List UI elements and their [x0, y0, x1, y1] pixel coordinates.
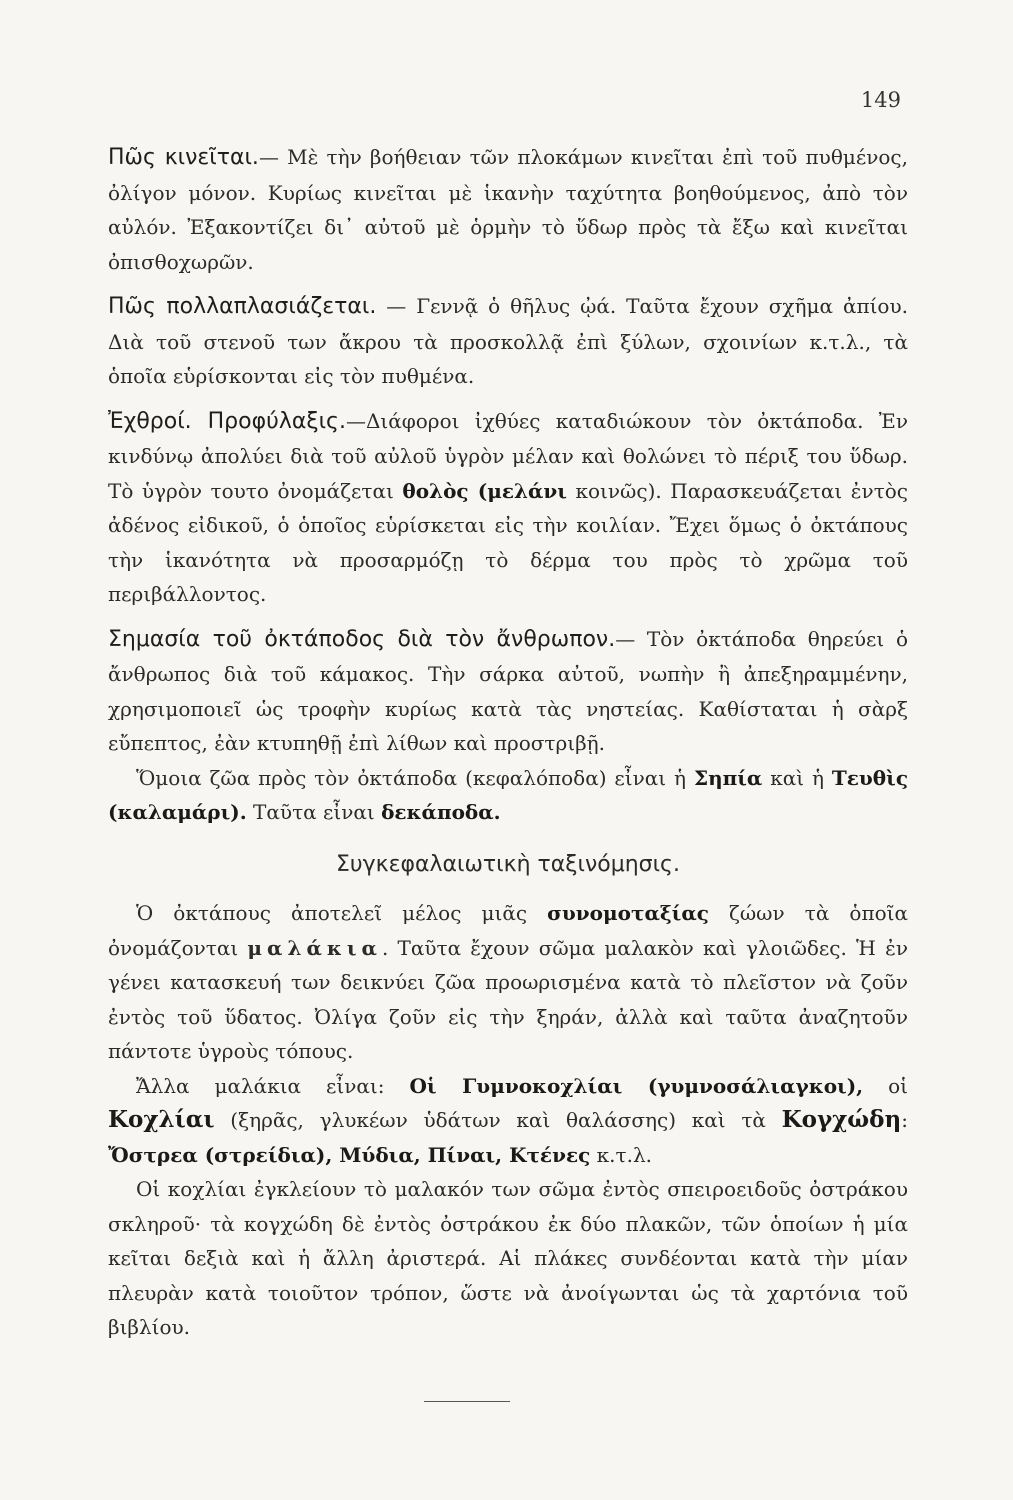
paragraph-text: Ὁ ὀκτάπους ἀποτελεῖ μέλος μιᾶς [136, 901, 548, 925]
section-heading-movement: Πῶς κινεῖται. [108, 145, 259, 170]
bold-term-ink: θολὸς (μελάνι [402, 478, 567, 503]
page-body [108, 140, 908, 1345]
section-heading-importance: Σημασία τοῦ ὀκτάποδος διὰ τὸν ἄνθρωπον. [108, 626, 616, 652]
page-number: 149 [860, 88, 901, 112]
paragraph-text: : [901, 1108, 908, 1132]
bold-term-squid: Τευθὶς (καλαμάρι). [108, 765, 909, 824]
bold-term-phylum: συνομοταξίας [547, 901, 709, 925]
summary-heading: Συγκεφαλαιωτικὴ ταξινόμησις. [336, 851, 680, 877]
section-importance [108, 622, 908, 761]
paragraph-classification [108, 896, 908, 1069]
bold-term-bivalves: Κογχώδη [781, 1106, 902, 1133]
paragraph-text: ζώων τὰ ὁποῖα ὀνομάζονται [108, 901, 908, 960]
section-reproduction [108, 289, 908, 394]
paragraph-text: καὶ ἡ [762, 765, 832, 790]
bold-term-snails: Κοχλίαι [108, 1106, 215, 1133]
paragraph-text: κ.τ.λ. [590, 1142, 652, 1167]
paragraph-similar-animals [108, 761, 908, 830]
section-movement [108, 140, 908, 279]
paragraph-text: —Διάφοροι ἰχθύες καταδιώκουν τὸν ὀκτάποδα. Ἐν κινδύνῳ ἀπολύει διὰ τοῦ αὐλοῦ ὑγρὸν μέλαν καὶ θολώνει τὸ πέριξ του ὕδωρ. Τὸ ὑγρὸν τουτο ὀνομάζεται [108, 408, 909, 503]
bold-term-shellfish: Ὄστρεα (στρείδια), Μύδια, Πίναι, Κτένες [108, 1142, 591, 1167]
spaced-term-molluscs: μαλάκια [247, 935, 382, 960]
end-rule [424, 1401, 510, 1402]
paragraph-text: — Γεννᾷ ὁ θῆλυς ᾠά. Ταῦτα ἔχουν σχῆμα ἀπίου. Διὰ τοῦ στενοῦ των ἄκρου τὰ προσκολλᾷ ἐπὶ ξύλων, σχοινίων κ.τ.λ., τὰ ὁποῖα εὑρίσκονται εἰς τὸν πυθμένα. [108, 294, 908, 388]
paragraph-text: (ξηρᾶς, γλυκέων ὑδάτων καὶ θαλάσσης) καὶ τὰ [214, 1108, 782, 1132]
paragraph-text: Ἄλλα μαλάκια εἶναι: [136, 1073, 410, 1098]
paragraph-text: οἱ [863, 1073, 908, 1098]
paragraph-other-molluscs [108, 1069, 908, 1173]
paragraph-text: κοινῶς). Παρασκευάζεται ἐντὸς ἀδένος εἰδικοῦ, ὁ ὁποῖος εὑρίσκεται εἰς τὴν κοιλίαν. Ἔχει ὅμως ὁ ὀκτάπους τὴν ἱκανότητα νὰ προσαρμόζῃ τὸ δέρμα του πρὸς τὸ χρῶμα τοῦ περιβάλλοντος. [108, 478, 909, 606]
paragraph-shells: Οἱ κοχλίαι ἐγκλείουν τὸ μαλακόν των σῶμα ἐντὸς σπειροειδοῦς ὀστράκου σκληροῦ· τὰ κογχώδη δὲ ἐντὸς ὀστράκου ἐκ δύο πλακῶν, τῶν ὁποίων ἡ μία κεῖται δεξιὰ καὶ ἡ ἄλλη ἀριστερά. Αἱ πλάκες συνδέονται κατὰ τὴν μίαν πλευρὰν κατὰ τοιοῦτον τρόπον, ὥστε νὰ ἀνοίγωνται ὡς τὰ χαρτόνια τοῦ βιβλίου. [108, 1177, 908, 1339]
section-enemies [108, 404, 908, 612]
bold-term-decapods: δεκάποδα. [381, 800, 501, 824]
bold-term-sepia: Σηπία [693, 765, 763, 790]
bold-term-slugs: Οἱ Γυμνοκοχλίαι (γυμνοσάλιαγκοι), [409, 1073, 864, 1098]
paragraph-text: . Ταῦτα ἔχουν σῶμα μαλακὸν καὶ γλοιῶδες. Ἡ ἐν γένει κατασκευή των δεικνύει ζῶα προωρισμένα κατὰ τὸ πλεῖστον νὰ ζοῦν ἐντὸς τοῦ ὕδατος. Ὀλίγα ζοῦν εἰς τὴν ξηράν, ἀλλὰ καὶ ταῦτα ἀναζητοῦν πάντοτε ὑγροὺς τόπους. [108, 935, 908, 1063]
paragraph-text: Ὅμοια ζῶα πρὸς τὸν ὀκτάποδα (κεφαλόποδα) εἶναι ἡ [136, 765, 694, 790]
section-heading-enemies: Ἐχθροί. Προφύλαξις. [108, 408, 346, 434]
paragraph-text: — Τὸν ὀκτάποδα θηρεύει ὁ ἄνθρωπος διὰ τοῦ κάμακος. Τὴν σάρκα αὐτοῦ, νωπὴν ἢ ἀπεξηραμμένην, χρησιμοποιεῖ ὡς τροφὴν κυρίως κατὰ τὰς νηστείας. Καθίσταται ἡ σὰρξ εὔπεπτος, ἐὰν κτυπηθῇ ἐπὶ λίθων καὶ προστριβῇ. [108, 626, 908, 755]
paragraph-text: — Μὲ τὴν βοήθειαν τῶν πλοκάμων κινεῖται ἐπὶ τοῦ πυθμένος, ὀλίγον μόνον. Κυρίως κινεῖται μὲ ἱκανὴν ταχύτητα βοηθούμενος, ἀπὸ τὸν αὐλόν. Ἐξακοντίζει δι᾽ αὐτοῦ μὲ ὁρμὴν τὸ ὕδωρ πρὸς τὰ ἔξω καὶ κινεῖται ὀπισθοχωρῶν. [108, 145, 908, 274]
paragraph-text: Ταῦτα εἶναι [246, 800, 382, 824]
section-heading-reproduction: Πῶς πολλαπλασιάζεται. [108, 294, 377, 319]
